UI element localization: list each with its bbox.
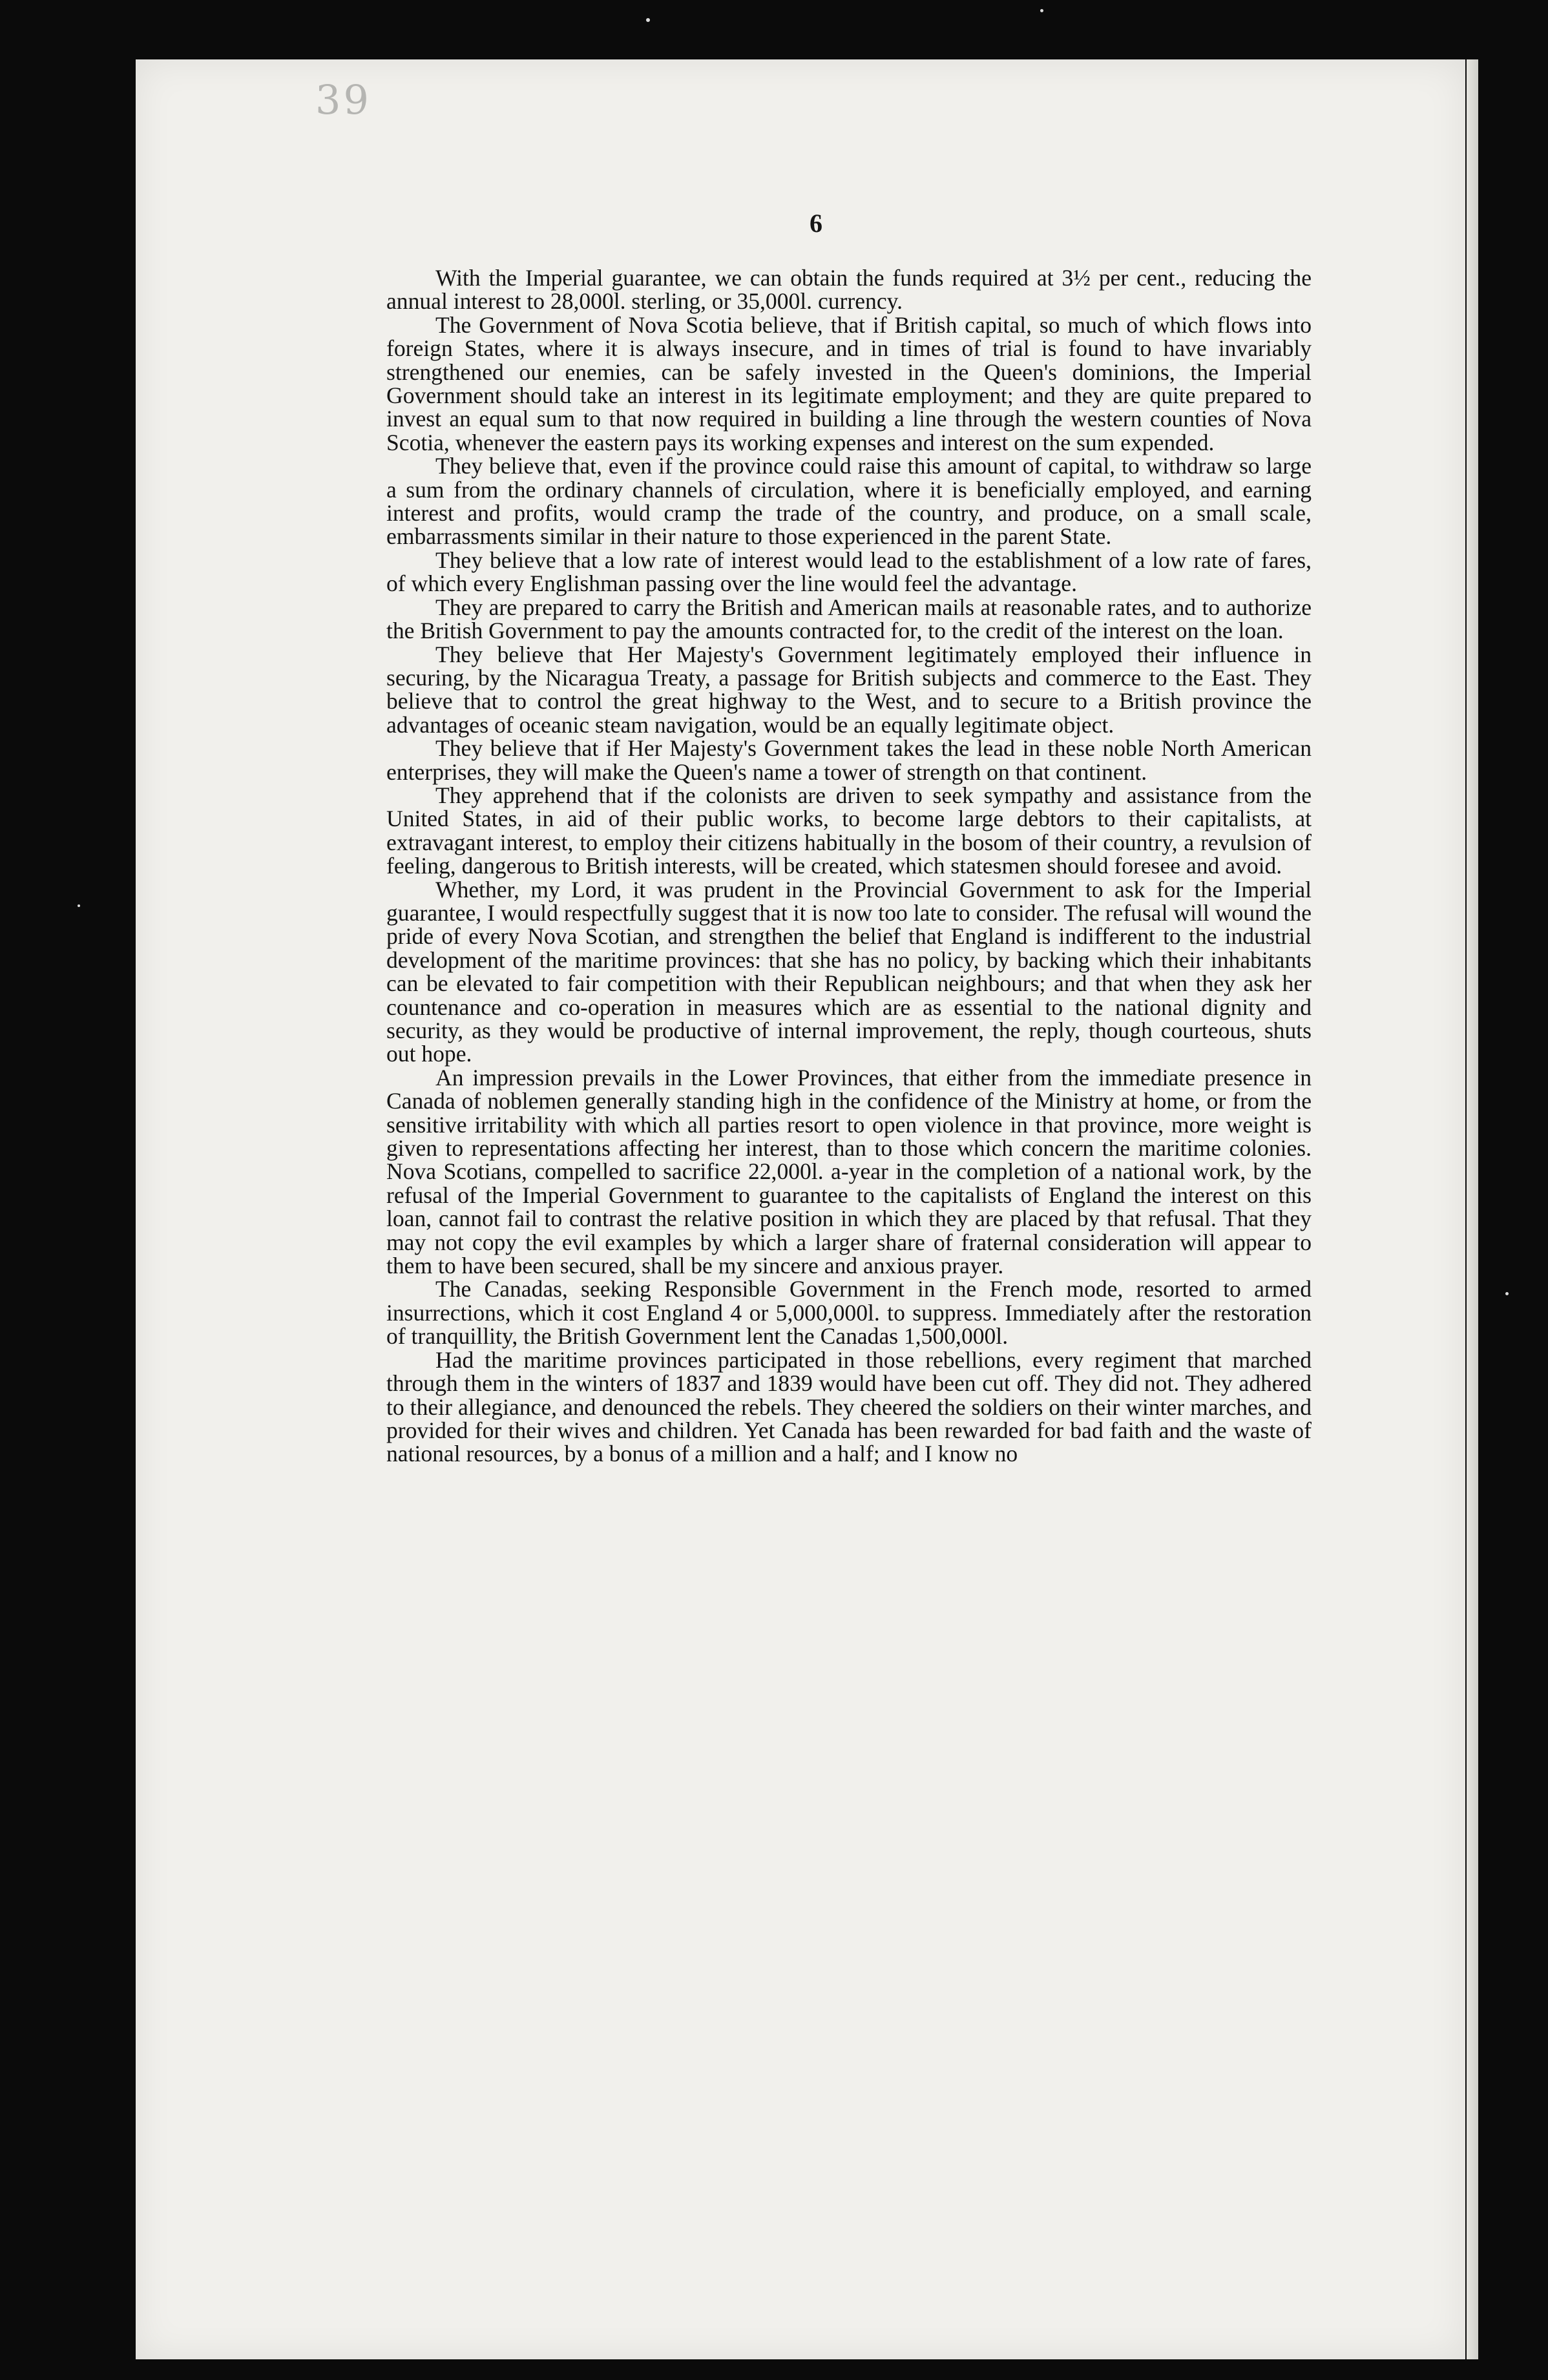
paragraph: They believe that if Her Majesty's Government takes the lead in these noble North American enterprises, they will make the Queen's name a tower of strength on that continent.: [386, 735, 1312, 785]
paragraph: They apprehend that if the colonists are driven to seek sympathy and assistance from the United States, in aid of their public works, to become large debtors to their capitalists, at extravagant interest, to employ their citizens habitually in the bosom of their country, a revulsion of feeling, dangerous to British interests, will be created, which statesmen should foresee and avoid.: [386, 782, 1312, 879]
sheet-number: 39: [315, 76, 371, 123]
scan-speck: [78, 904, 80, 907]
scan-speck: [646, 18, 650, 22]
paragraph: With the Imperial guarantee, we can obtain the funds required at 3½ per cent., reducing the annual interest to 28,000l. sterling, or 35,000l. currency.: [386, 265, 1312, 315]
scan-speck: [1040, 9, 1043, 12]
paragraph: Had the maritime provinces participated in those rebellions, every regiment that marched through them in the winters of 1837 and 1839 would have been cut off. They did not. They adhered to their allegiance, and denounced the rebels. They cheered the soldiers on their winter marches, and provided for their wives and children. Yet Canada has been rewarded for bad faith and the waste of national resources, by a bonus of a million and a half; and I know no: [386, 1346, 1312, 1467]
paragraph: An impression prevails in the Lower Provinces, that either from the immediate presence in Canada of noblemen generally standing high in the confidence of the Ministry at home, or from the sensitive irritability with which all parties resort to open violence in that province, more weight is given to representations affecting her interest, than to those which concern the maritime colonies. Nova Scotians, compelled to sacrifice 22,000l. a-year in the completion of a national work, by the refusal of the Imperial Government to guarantee to the capitalists of England the interest on this loan, cannot fail to contrast the relative position in which they are placed by that refusal. That they may not copy the evil examples by which a larger share of fraternal consideration will appear to them to have been secured, shall be my sincere and anxious prayer.: [386, 1064, 1312, 1279]
page-edge: [1467, 59, 1478, 2359]
page-number: 6: [810, 209, 822, 238]
paragraph: They believe that Her Majesty's Government legitimately employed their influence in securing, by the Nicaragua Treaty, a passage for British subjects and commerce to the East. They believe that to control the great highway to the West, and to secure to a British province the advantages of oceanic steam navigation, would be an equally legitimate object.: [386, 641, 1312, 738]
paragraph: Whether, my Lord, it was prudent in the Provincial Government to ask for the Imperial guarantee, I would respectfully suggest that it is now too late to consider. The refusal will wound the pride of every Nova Scotian, and strengthen the belief that England is indifferent to the industrial development of the maritime provinces: that she has no policy, by backing which their inhabitants can be elevated to fair competition with their Republican neighbours; and that when they ask her countenance and co-operation in measures which are as essential to the national dignity and security, as they would be productive of internal improvement, the reply, though courteous, shuts out hope.: [386, 876, 1312, 1067]
paragraph: The Canadas, seeking Responsible Government in the French mode, resorted to armed insurrections, which it cost England 4 or 5,000,000l. to suppress. Immediately after the restoration of tranquillity, the British Government lent the Canadas 1,500,000l.: [386, 1276, 1312, 1350]
paragraph: The Government of Nova Scotia believe, that if British capital, so much of which flows into foreign States, where it is always insecure, and in times of trial is found to have invariably strengthened our enemies, can be safely invested in the Queen's dominions, the Imperial Government should take an interest in its legitimate employment; and they are quite prepared to invest an equal sum to that now required in building a line through the western counties of Nova Scotia, whenever the eastern pays its working expenses and interest on the sum expended.: [386, 311, 1312, 455]
paragraph: They believe that a low rate of interest would lead to the establishment of a low rate of fares, of which every Englishman passing over the line would feel the advantage.: [386, 547, 1312, 597]
scan-speck: [1505, 1292, 1509, 1295]
body-text: [386, 266, 1312, 1466]
paragraph: They are prepared to carry the British and American mails at reasonable rates, and to authorize the British Government to pay the amounts contracted for, to the credit of the interest on the loan.: [386, 594, 1312, 644]
paragraph: They believe that, even if the province could raise this amount of capital, to withdraw so large a sum from the ordinary channels of circulation, where it is beneficially employed, and earning interest and profits, would cramp the trade of the country, and produce, on a small scale, embarrassments similar in their nature to those experienced in the parent State.: [386, 453, 1312, 550]
